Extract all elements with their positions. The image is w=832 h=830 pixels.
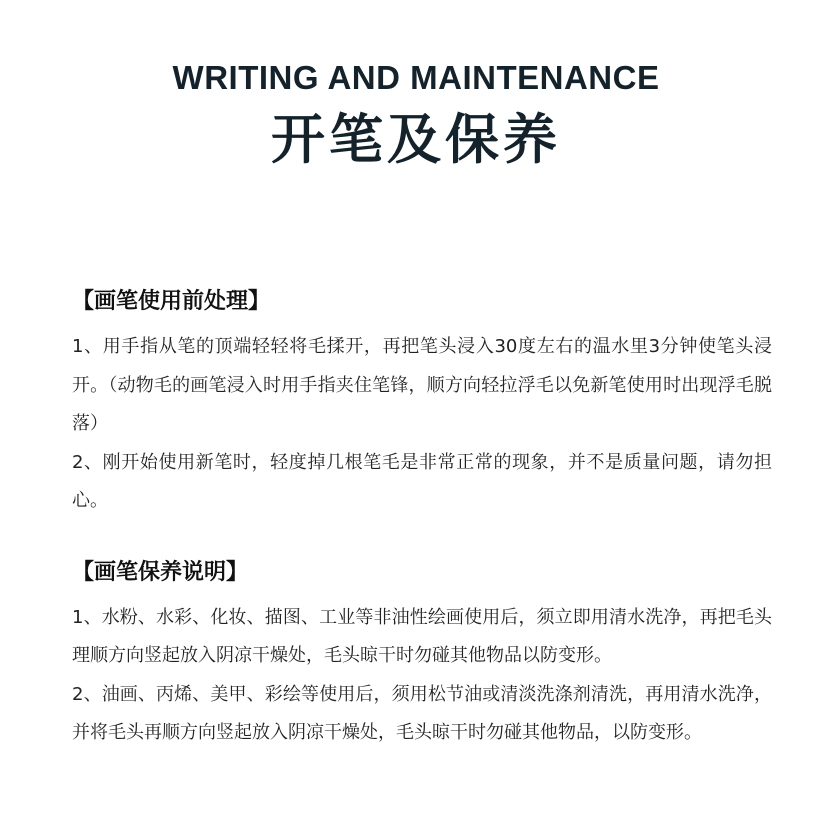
paragraph: 2、刚开始使用新笔时，轻度掉几根笔毛是非常正常的现象，并不是质量问题，请勿担心。	[72, 451, 772, 511]
page-header	[0, 58, 832, 172]
paragraph: 1、用手指从笔的顶端轻轻将毛揉开，再把笔头浸入30度左右的温水里3分钟使笔头浸开。（动物毛的画笔浸入时用手指夹住笔锋，顺方向轻拉浮毛以免新笔使用时出现浮毛脱落）	[72, 336, 772, 434]
section-pre-use-treatment	[72, 284, 772, 521]
section-heading: 【画笔保养说明】	[72, 559, 249, 585]
section-maintenance-instructions	[72, 555, 772, 753]
main-content	[72, 284, 772, 753]
paragraph: 2、油画、丙烯、美甲、彩绘等使用后，须用松节油或清淡洗涤剂清洗，再用清水洗净，并将毛头再顺方向竖起放入阴凉干燥处，毛头晾干时勿碰其他物品，以防变形。	[72, 683, 772, 743]
page-title-english: WRITING AND MAINTENANCE	[172, 59, 660, 96]
paragraph: 1、水粉、水彩、化妆、描图、工业等非油性绘画使用后，须立即用清水洗净，再把毛头理顺方向竖起放入阴凉干燥处，毛头晾干时勿碰其他物品以防变形。	[72, 606, 772, 666]
page-title-chinese: 开笔及保养	[271, 108, 561, 171]
section-heading: 【画笔使用前处理】	[72, 289, 271, 314]
